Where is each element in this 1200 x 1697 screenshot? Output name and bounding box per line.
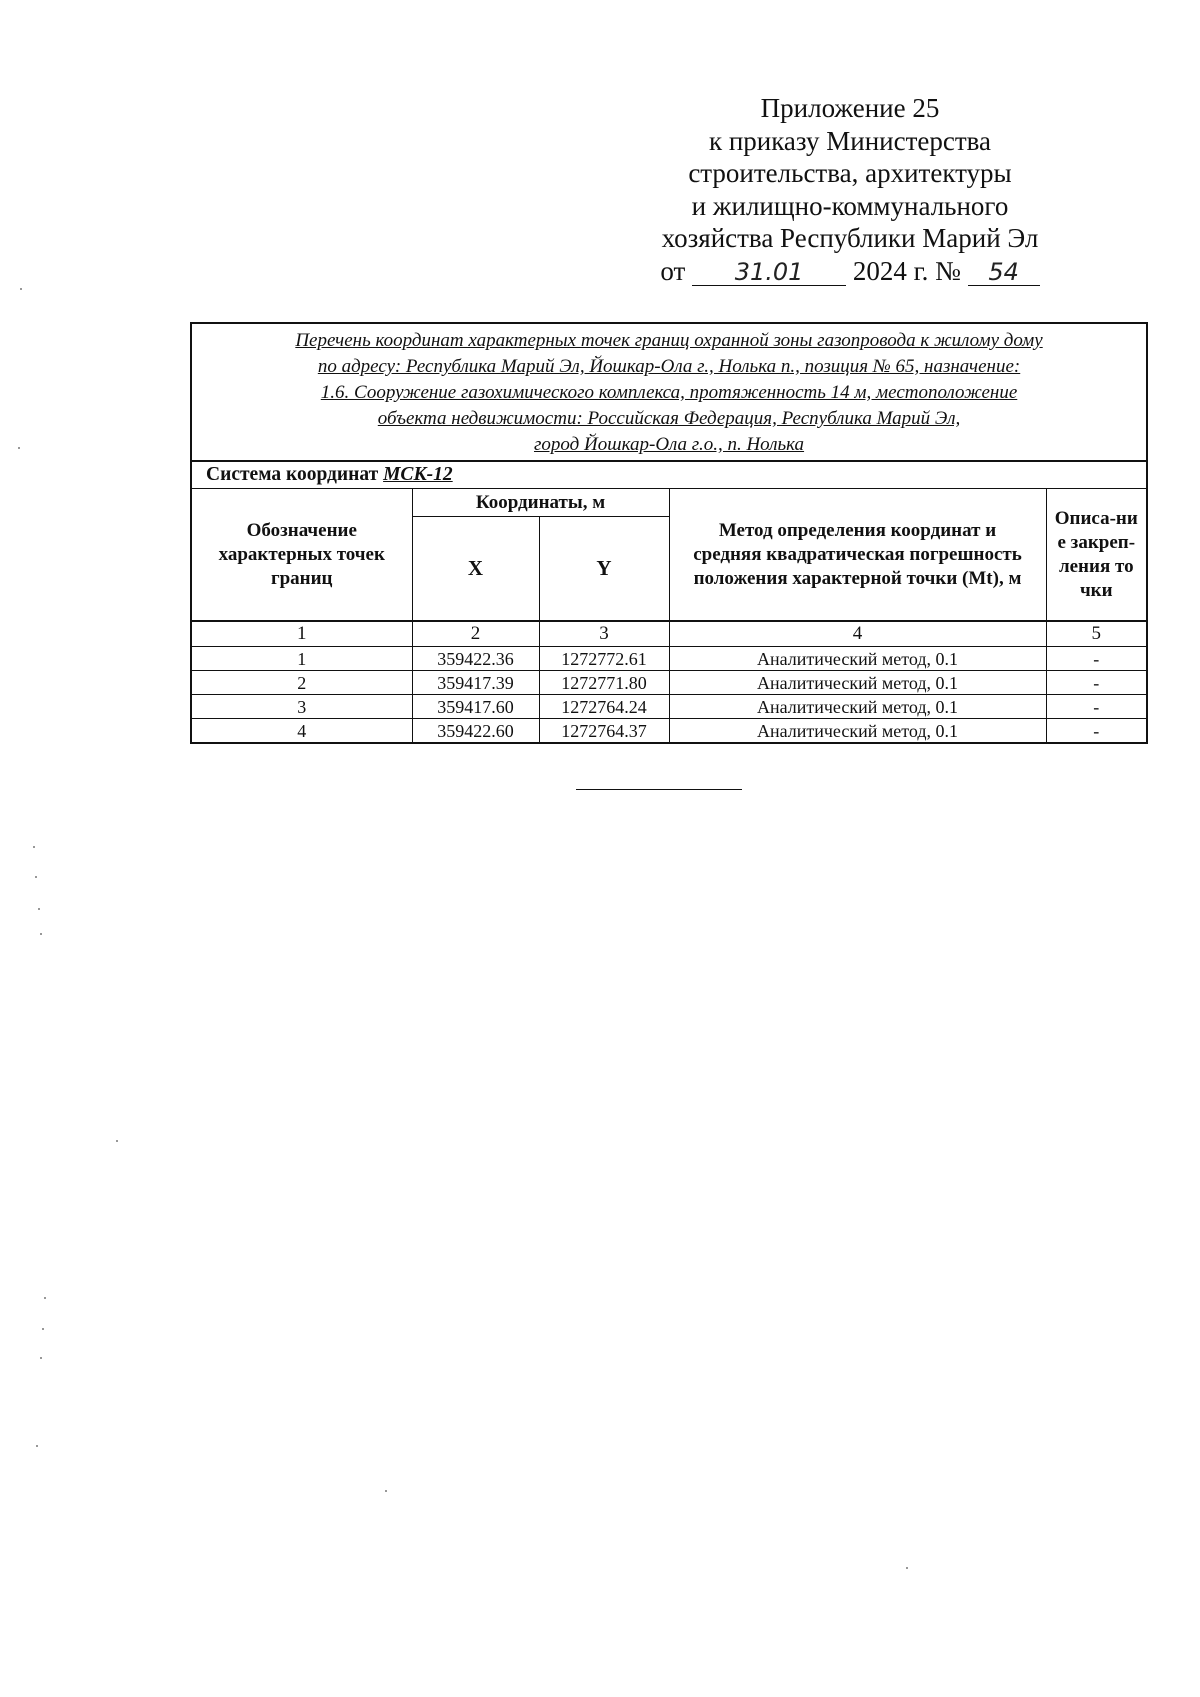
- scan-speck: [42, 1328, 44, 1330]
- scan-speck: [18, 447, 20, 449]
- column-number: 1: [191, 621, 412, 647]
- handwritten-order-number: 54: [968, 259, 1040, 286]
- table-row: [191, 647, 1147, 671]
- description-value: -: [1046, 647, 1147, 671]
- year-and-number-label: 2024 г. №: [852, 255, 961, 286]
- coordinate-y: 1272771.80: [539, 671, 669, 695]
- order-reference-line-1: к приказу Министерства: [708, 125, 992, 156]
- coordinate-system-row: [191, 461, 1147, 489]
- table-title-line: по адресу: Республика Марий Эл, Йошкар-Ола г., Нолька п., позиция № 65, назначение:: [317, 356, 1021, 377]
- method-value: Аналитический метод, 0.1: [669, 695, 1046, 719]
- coordinate-x: 359422.60: [412, 719, 539, 744]
- table-title-line: город Йошкар-Ола г.о., п. Нолька: [533, 434, 805, 455]
- order-reference-line-2: строительства, архитектуры: [688, 158, 1012, 188]
- description-value: -: [1046, 719, 1147, 744]
- point-number: 2: [191, 671, 412, 695]
- method-value: Аналитический метод, 0.1: [669, 647, 1046, 671]
- point-number: 1: [191, 647, 412, 671]
- header-coordinates: Координаты, м: [412, 489, 669, 517]
- scan-speck: [38, 908, 40, 910]
- order-reference-line-4: хозяйства Республики Марий Эл: [661, 223, 1039, 253]
- scan-speck: [40, 1357, 42, 1359]
- table-row: [191, 719, 1147, 744]
- scan-speck: [40, 933, 42, 935]
- header-description: Описа-ние закреп-ления точки: [1046, 489, 1147, 622]
- header-method: Метод определения координат и средняя квадратическая погрешность положения характерной точки (Mt), м: [669, 489, 1046, 622]
- coordinate-x: 359422.36: [412, 647, 539, 671]
- scan-speck: [385, 1490, 387, 1492]
- coordinate-y: 1272764.37: [539, 719, 669, 744]
- column-number: 4: [669, 621, 1046, 647]
- table-row: [191, 671, 1147, 695]
- point-number: 4: [191, 719, 412, 744]
- date-prefix: от: [660, 255, 686, 286]
- scan-speck: [906, 1567, 908, 1569]
- scan-speck: [35, 876, 37, 878]
- description-value: -: [1046, 695, 1147, 719]
- coordinate-system-label: Система координат: [206, 464, 379, 485]
- appendix-header: [600, 92, 1100, 287]
- table-title-line: Перечень координат характерных точек границ охранной зоны газопровода к жилому дому: [295, 330, 1043, 351]
- coordinate-x: 359417.39: [412, 671, 539, 695]
- scan-speck: [20, 288, 22, 290]
- point-number: 3: [191, 695, 412, 719]
- end-of-document-rule: [576, 789, 742, 790]
- scan-speck: [44, 1297, 46, 1299]
- table-row: [191, 695, 1147, 719]
- header-y: Y: [539, 517, 669, 622]
- order-date-line: [600, 255, 1100, 288]
- coordinate-y: 1272772.61: [539, 647, 669, 671]
- coordinate-system-value: МСК-12: [383, 464, 453, 485]
- scan-speck: [116, 1140, 118, 1142]
- table-title-line: 1.6. Сооружение газохимического комплекса, протяженность 14 м, местоположение: [320, 382, 1018, 403]
- header-x: X: [412, 517, 539, 622]
- coordinates-table: [190, 322, 1148, 744]
- appendix-number: Приложение 25: [760, 93, 940, 123]
- column-number: 5: [1046, 621, 1147, 647]
- coordinate-x: 359417.60: [412, 695, 539, 719]
- column-number: 3: [539, 621, 669, 647]
- scan-speck: [36, 1445, 38, 1447]
- table-title: [191, 323, 1147, 461]
- method-value: Аналитический метод, 0.1: [669, 719, 1046, 744]
- order-reference-line-3: и жилищно-коммунального: [691, 190, 1009, 221]
- scan-speck: [33, 846, 35, 848]
- table-title-line: объекта недвижимости: Российская Федерация, Республика Марий Эл,: [377, 408, 961, 429]
- column-number: 2: [412, 621, 539, 647]
- column-numbers-row: [191, 621, 1147, 647]
- handwritten-date: 31.01: [692, 259, 846, 286]
- header-point-designation: Обозначение характерных точек границ: [191, 489, 412, 622]
- coordinate-y: 1272764.24: [539, 695, 669, 719]
- method-value: Аналитический метод, 0.1: [669, 671, 1046, 695]
- description-value: -: [1046, 671, 1147, 695]
